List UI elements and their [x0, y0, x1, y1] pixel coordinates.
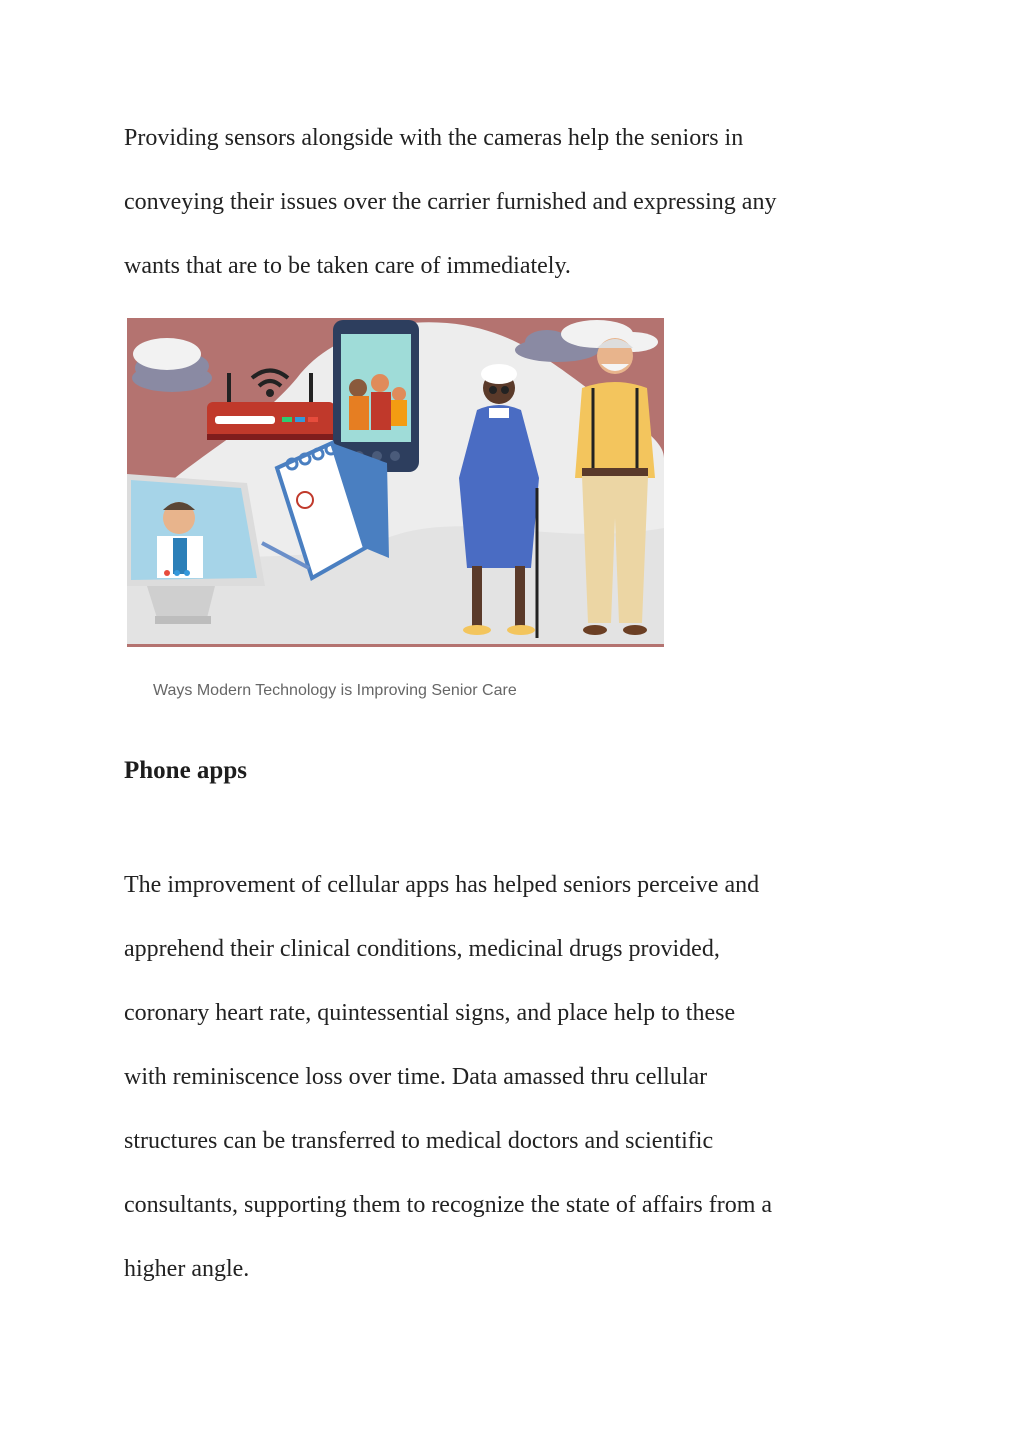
intro-line-2: conveying their issues over the carrier furnished and expressing any — [124, 189, 777, 215]
intro-line-1: Providing sensors alongside with the cameras help the seniors in — [124, 125, 744, 151]
body-line-4: with reminiscence loss over time. Data amassed thru cellular — [124, 1064, 708, 1090]
senior-care-illustration — [127, 318, 664, 647]
body-line-1: The improvement of cellular apps has helped seniors perceive and — [124, 872, 760, 898]
figure-caption: Ways Modern Technology is Improving Senior Care — [153, 682, 517, 699]
body-line-7: higher angle. — [124, 1256, 250, 1282]
body-line-5: structures can be transferred to medical doctors and scientific — [124, 1128, 714, 1154]
intro-line-3: wants that are to be taken care of immediately. — [124, 253, 571, 279]
body-line-3: coronary heart rate, quintessential signs, and place help to these — [124, 1000, 736, 1026]
section-heading: Phone apps — [124, 757, 247, 784]
body-line-2: apprehend their clinical conditions, medicinal drugs provided, — [124, 936, 720, 962]
body-line-6: consultants, supporting them to recognize the state of affairs from a — [124, 1192, 773, 1218]
